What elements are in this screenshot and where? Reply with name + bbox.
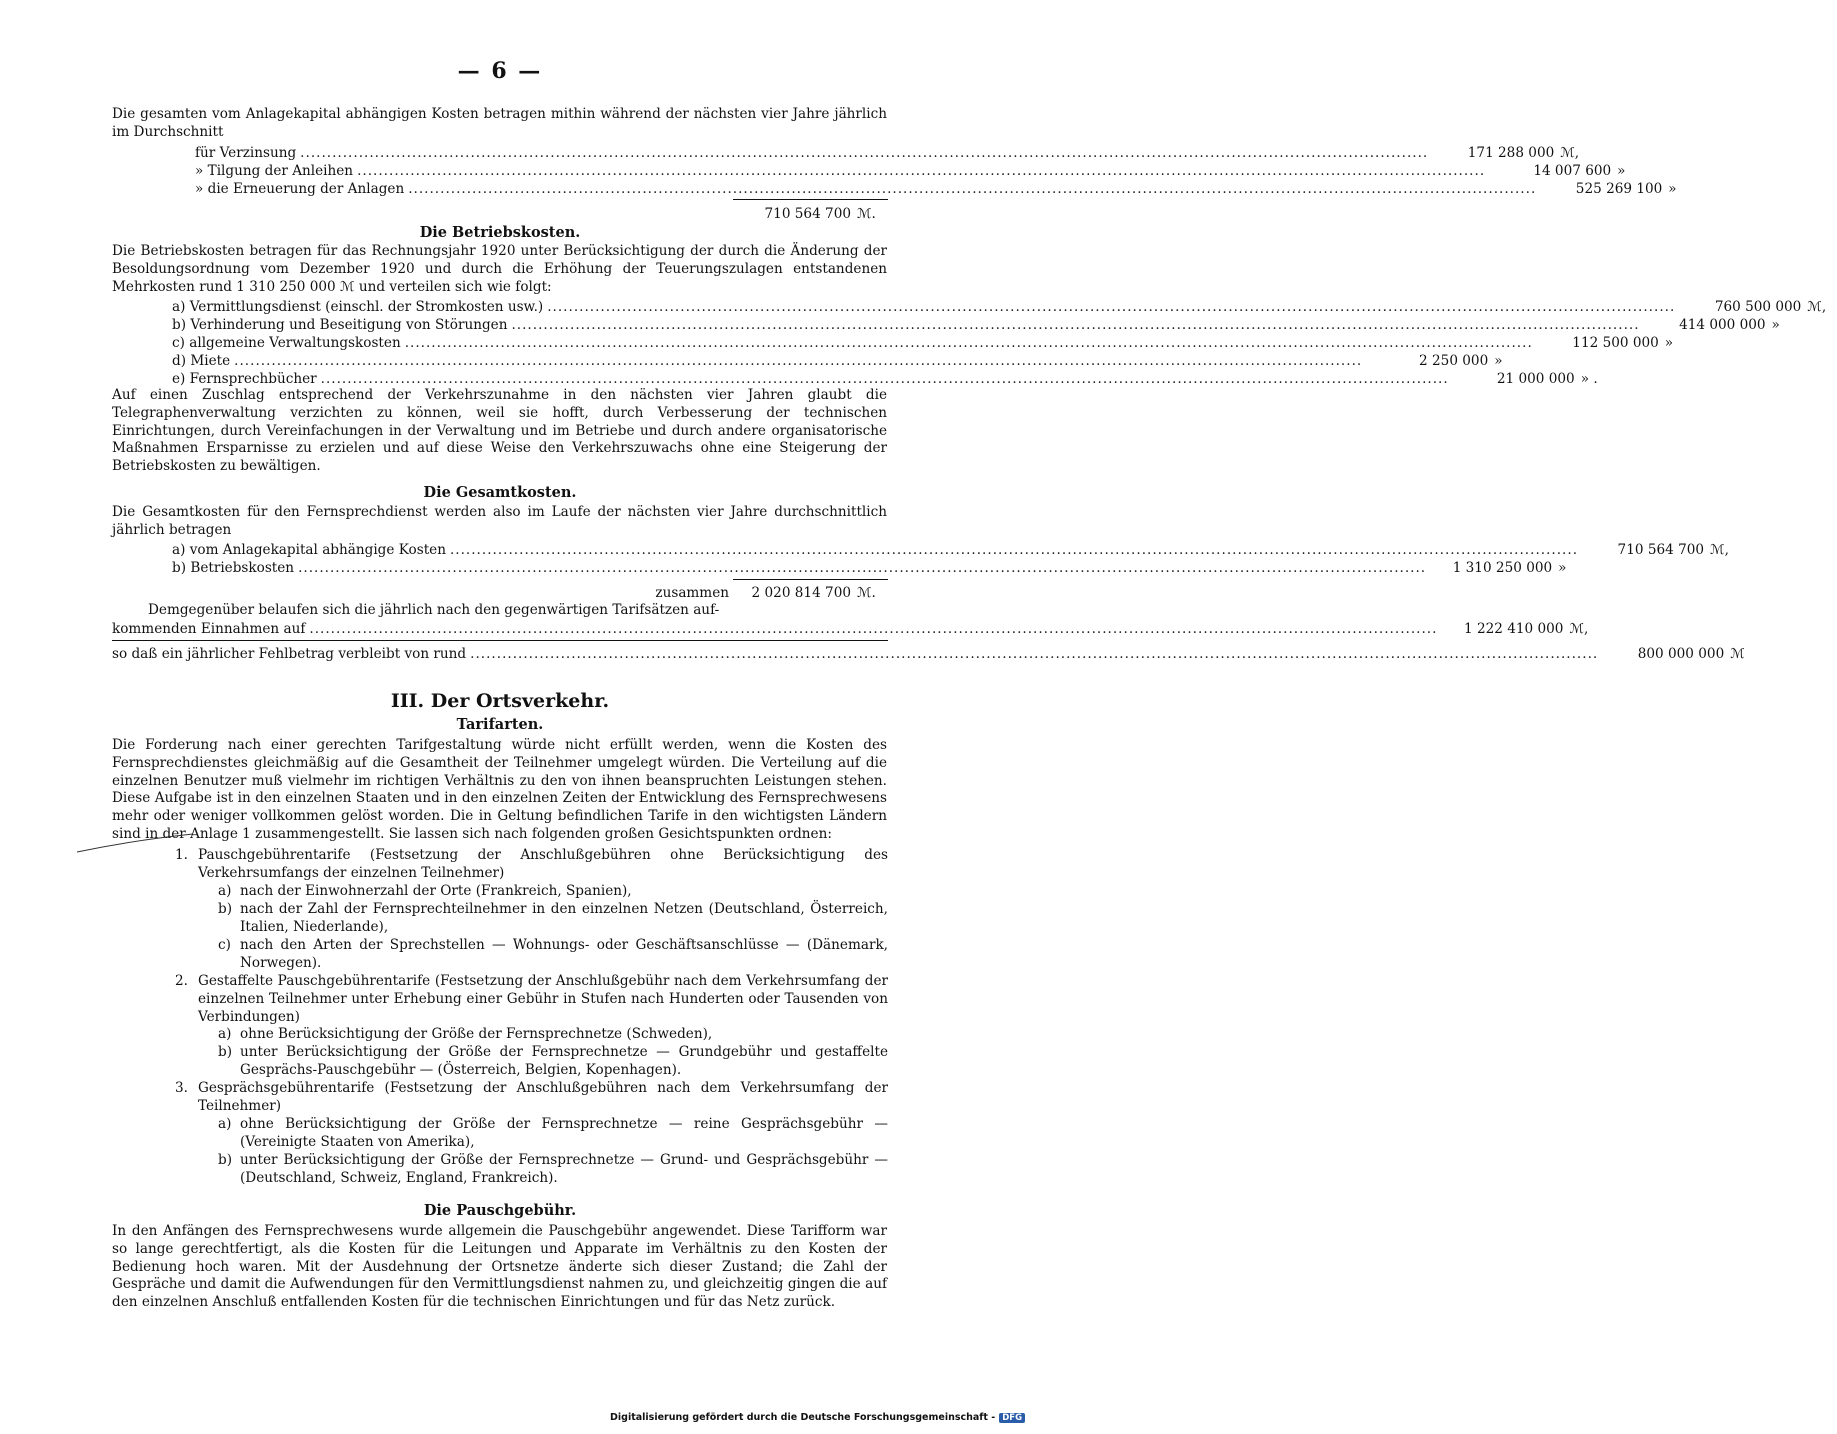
capital-cost-row: für Verzinsung ..... 171 288 000 ℳ, — [195, 144, 887, 162]
sub-list-label: a) — [218, 1026, 232, 1042]
sub-list-label: c) — [218, 937, 231, 953]
capital-cost-row: » die Erneuerung der Anlagen ..... 525 269 100 » — [195, 180, 887, 198]
ortsverkehr-paragraph: Die Forderung nach einer gerechten Tarifgestaltung würde nicht erfüllt werden, wenn die Kosten des Fernsprechdienstes gleichmäßig auf die Gesamtheit der Teilnehmer umgelegt würden. Die Verteilung auf die einzelnen Benutzer muß vielmehr im richtigen Verhältnis zu den von ihnen beanspruchten Leistungen stehen. Diese Aufgabe ist in den einzelnen Staaten und in den einzelnen Zeiten der Entwicklung des Fernsprechwesens mehr oder weniger vollkommen gelöst worden. Die in Geltung befindlichen Tarife in den wichtigsten Ländern sind in der Anlage 1 zusammengestellt. Sie lassen sich nach folgenden großen Gesichtspunkten ordnen: — [112, 737, 887, 842]
pauschgebuehr-paragraph: In den Anfängen des Fernsprechwesens wurde allgemein die Pauschgebühr angewendet. Diese Tarifform war so lange gerechtfertigt, als die Kosten für die Leitungen und Apparate im Verhältnis zu den Kosten der Bedienung hoch waren. Mit der Ausdehnung der Ortsnetze änderte sich dieser Zustand; die Zahl der Gespräche und damit die Aufwendungen für den Vermittlungsdienst nahmen zu, und gleichzeitig gingen die auf den einzelnen Anschluß entfallenden Kosten für die technischen Einrichtungen und für das Netz zurück. — [112, 1223, 887, 1311]
heading-ortsverkehr: III. Der Ortsverkehr. — [390, 690, 610, 712]
betriebskosten-closing-paragraph: Auf einen Zuschlag entsprechend der Verkehrszunahme in den nächsten vier Jahren glaubt die Telegraphenverwaltung verzichten zu können, weil sie hofft, durch Verbesserung der technischen Einrichtungen, durch Vereinfachungen in der Verwaltung und im Betriebe und durch andere organisatorische Maßnahmen Ersparnisse zu erzielen und auf diese Weise den Verkehrszuwachs ohne eine Steigerung der Betriebskosten zu bewältigen. — [112, 387, 887, 475]
page-number: — 6 — — [457, 58, 543, 84]
intro-paragraph: Die gesamten vom Anlagekapital abhängigen Kosten betragen mithin während der nächsten vier Jahre jährlich im Durchschnitt — [112, 106, 887, 140]
gesamtkosten-row: b) Betriebskosten ..... 1 310 250 000 » — [172, 559, 887, 577]
sub-list-item: unter Berücksichtigung der Größe der Fernsprechnetze — Grund- und Gesprächsgebühr — (Deutschland, Schweiz, England, Frankreich). — [240, 1152, 888, 1186]
sub-list-item: nach der Einwohnerzahl der Orte (Frankreich, Spanien), — [240, 883, 632, 899]
betriebskosten-row: e) Fernsprechbücher ..... 21 000 000 » . — [172, 370, 887, 388]
list-item: Gesprächsgebührentarife (Festsetzung der Anschlußgebühren nach dem Verkehrsumfang der Teilnehmer) — [198, 1080, 888, 1114]
income-row: kommenden Einnahmen auf ..... 1 222 410 000 ℳ, — [112, 620, 887, 638]
capital-cost-row: » Tilgung der Anleihen ..... 14 007 600 » — [195, 162, 887, 180]
sum-rule — [733, 199, 888, 200]
sum-rule — [112, 640, 888, 641]
sub-list-label: b) — [218, 1152, 233, 1168]
heading-betriebskosten: Die Betriebskosten. — [419, 224, 581, 241]
heading-pauschgebuehr: Die Pauschgebühr. — [423, 1202, 577, 1219]
footer-text: Digitalisierung gefördert durch die Deutsche Forschungsgemeinschaft - — [610, 1412, 996, 1423]
sub-list-item: ohne Berücksichtigung der Größe der Fernsprechnetze — reine Gesprächsgebühr — (Vereinigte Staaten von Amerika), — [240, 1116, 888, 1150]
gesamtkosten-paragraph: Die Gesamtkosten für den Fernsprechdienst werden also im Laufe der nächsten vier Jahre durchschnittlich jährlich betragen — [112, 504, 887, 538]
gesamtkosten-row: a) vom Anlagekapital abhängige Kosten ..... 710 564 700 ℳ, — [172, 541, 887, 559]
deficit-row: so daß ein jährlicher Fehlbetrag verbleibt von rund ..... 800 000 000 ℳ — [112, 645, 887, 663]
betriebskosten-paragraph: Die Betriebskosten betragen für das Rechnungsjahr 1920 unter Berücksichtigung der durch die Änderung der Besoldungsordnung vom Dezember 1920 und durch die Erhöhung der Teuerungszulagen entstandenen Mehrkosten rund 1 310 250 000 ℳ und verteilen sich wie folgt: — [112, 243, 887, 295]
dfg-logo: DFG — [999, 1413, 1025, 1423]
sub-list-item: nach den Arten der Sprechstellen — Wohnungs- oder Geschäftsanschlüsse — (Dänemark, Norwegen). — [240, 937, 888, 971]
list-item: Gestaffelte Pauschgebührentarife (Festsetzung der Anschlußgebühr nach dem Verkehrsumfang der einzelnen Teilnehmer unter Erhebung einer Gebühr in Stufen nach Hunderten oder Tausenden von Verbindungen) — [198, 973, 888, 1025]
list-item: Pauschgebührentarife (Festsetzung der Anschlußgebühren ohne Berücksichtigung des Verkehrsumfangs der einzelnen Teilnehmer) — [198, 847, 888, 881]
list-number: 3. — [175, 1080, 188, 1096]
capital-total-row: 710 564 700 ℳ. — [764, 206, 876, 222]
list-number: 2. — [175, 973, 188, 989]
sub-list-item: ohne Berücksichtigung der Größe der Fernsprechnetze (Schweden), — [240, 1026, 713, 1042]
list-number: 1. — [175, 847, 188, 863]
sub-list-label: b) — [218, 901, 233, 917]
sub-list-label: b) — [218, 1044, 233, 1060]
betriebskosten-row: a) Vermittlungsdienst (einschl. der Stromkosten usw.) ..... 760 500 000 ℳ, — [172, 298, 887, 316]
heading-tarifarten: Tarifarten. — [456, 716, 544, 733]
sub-list-label: a) — [218, 1116, 232, 1132]
income-line-1: Demgegenüber belaufen sich die jährlich nach den gegenwärtigen Tarifsätzen auf- — [148, 602, 720, 618]
digitization-footer — [610, 1412, 1025, 1423]
sum-rule — [733, 579, 888, 580]
heading-gesamtkosten: Die Gesamtkosten. — [423, 484, 577, 501]
sub-list-item: unter Berücksichtigung der Größe der Fernsprechnetze — Grundgebühr und gestaffelte Gesprächs-Pauschgebühr — (Österreich, Belgien, Kopenhagen). — [240, 1044, 888, 1078]
sub-list-item: nach der Zahl der Fernsprechteilnehmer in den einzelnen Netzen (Deutschland, Österreich, Italien, Niederlande), — [240, 901, 888, 935]
betriebskosten-row: b) Verhinderung und Beseitigung von Störungen ..... 414 000 000 » — [172, 316, 887, 334]
betriebskosten-row: c) allgemeine Verwaltungskosten ..... 112 500 000 » — [172, 334, 887, 352]
sub-list-label: a) — [218, 883, 232, 899]
gesamtkosten-sum-row: zusammen 2 020 814 700 ℳ. — [655, 585, 876, 601]
betriebskosten-row: d) Miete ..... 2 250 000 » — [172, 352, 887, 370]
